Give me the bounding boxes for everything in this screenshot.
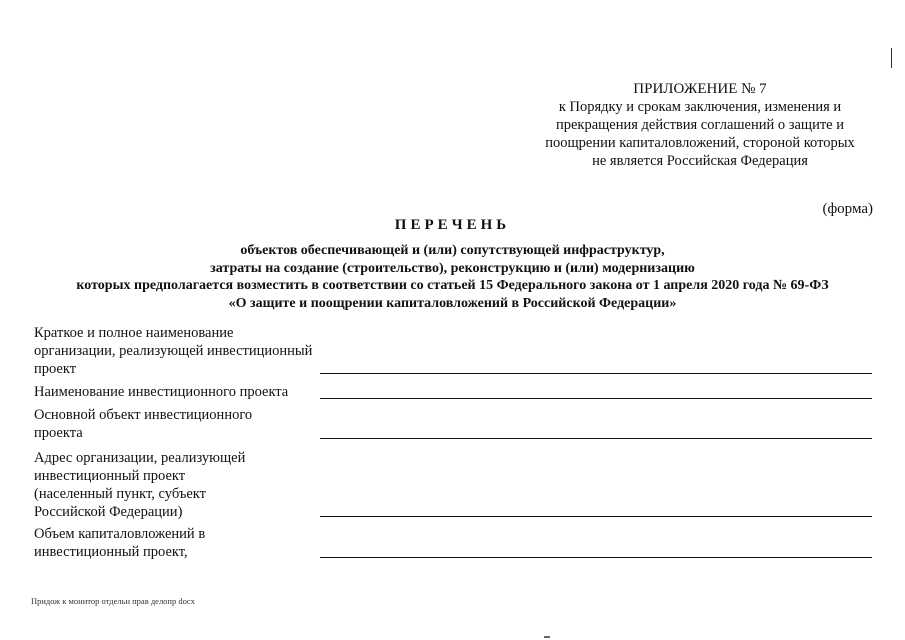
field-line-organization-name[interactable] [320, 373, 872, 374]
field-label-investment-volume: Объем капиталовложений в инвестиционный проект, [34, 526, 206, 560]
field-line-investment-volume[interactable] [320, 557, 872, 558]
document-title: ПЕРЕЧЕНЬ [394, 217, 511, 233]
subtitle-line: «О защите и поощрении капиталовложений в Российской Федерации» [228, 295, 677, 311]
appendix-title: ПРИЛОЖЕНИЕ № 7 [633, 81, 767, 97]
appendix-line: не является Российская Федерация [592, 153, 808, 169]
field-line-project-name[interactable] [320, 398, 872, 399]
field-line-organization-address[interactable] [320, 516, 872, 517]
subtitle-line: которых предполагается возместить в соответствии со статьей 15 Федерального закона от 1 апреля 2020 года № 69-ФЗ [76, 278, 829, 293]
field-label-organization-address: Адрес организации, реализующей инвестиционный проект (населенный пункт, субъект Российской Федерации) [34, 450, 246, 520]
field-label-organization-name: Краткое и полное наименование организации, реализующей инвестиционный проект [34, 325, 313, 377]
field-line-main-object[interactable] [320, 438, 872, 439]
subtitle-line: затраты на создание (строительство), реконструкцию и (или) модернизацию [210, 260, 695, 276]
appendix-line: к Порядку и срокам заключения, изменения и [558, 99, 842, 115]
appendix-line: поощрении капиталовложений, стороной которых [545, 135, 855, 151]
field-label-main-object: Основной объект инвестиционного проекта [34, 407, 253, 441]
appendix-line: прекращения действия соглашений о защите и [555, 117, 845, 133]
field-label-project-name: Наименование инвестиционного проекта [34, 384, 289, 400]
footer-filename: Придож к монитор отдельн прав делопр docx [31, 596, 195, 606]
form-label: (форма) [822, 201, 873, 217]
subtitle-line: объектов обеспечивающей и (или) сопутствующей инфраструктур, [240, 243, 665, 258]
